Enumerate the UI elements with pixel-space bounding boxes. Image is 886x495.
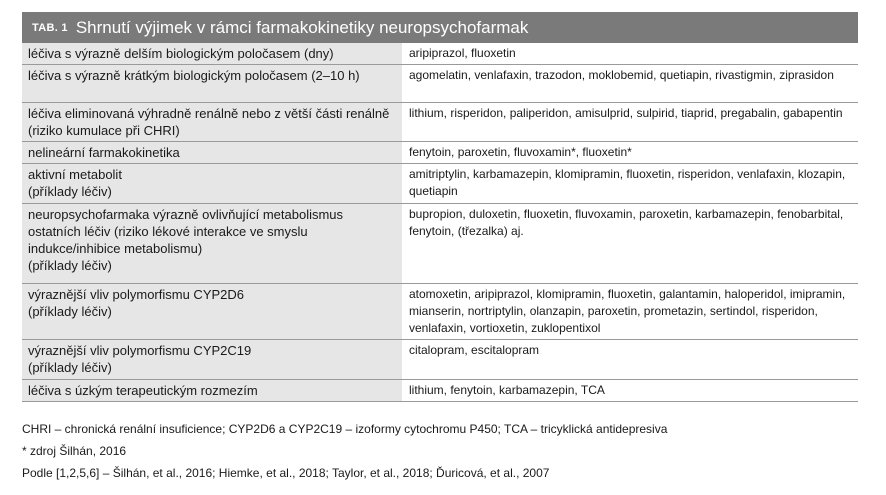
exceptions-table	[22, 43, 858, 402]
category-cell	[22, 103, 403, 142]
table-footnotes	[22, 418, 667, 484]
source-note: * zdroj Šilhán, 2016	[22, 444, 127, 458]
table-header	[22, 12, 858, 43]
table-row	[22, 103, 858, 142]
category-cell	[22, 380, 403, 402]
drugs-cell: aripiprazol, fluoxetin	[403, 43, 859, 65]
references-note: Podle [1,2,5,6] – Šilhán, et al., 2016; Hiemke, et al., 2018; Taylor, et al., 2018; Ďuricová, et al., 2007	[22, 466, 550, 480]
category-text: výraznější vliv polymorfismu CYP2D6	[28, 287, 245, 302]
abbreviations-note: CHRI – chronická renální insuficience; CYP2D6 a CYP2C19 – izoformy cytochromu P450; TCA – tricyklická antidepresiva	[22, 422, 668, 436]
category-text: neuropsychofarmaka výrazně ovlivňující metabolismus ostatních léčiv (riziko lékové interakce ve smyslu indukce/inhibice metabolismu)	[28, 207, 344, 256]
table-title: Shrnutí výjimek v rámci farmakokinetiky neuropsychofarmak	[75, 17, 529, 37]
drugs-cell: agomelatin, venlafaxin, trazodon, moklobemid, quetiapin, rivastigmin, ziprasidon	[403, 65, 859, 103]
table-row	[22, 65, 858, 103]
table-row	[22, 284, 858, 340]
table-row	[22, 380, 858, 402]
table-row	[22, 340, 858, 380]
table-row	[22, 164, 858, 204]
category-text: léčiva s výrazně krátkým biologickým poločasem (2–10 h)	[28, 68, 360, 83]
table-label: TAB. 1	[32, 21, 68, 34]
category-subtext: (příklady léčiv)	[28, 360, 112, 375]
category-cell	[22, 204, 403, 284]
category-cell	[22, 340, 403, 380]
category-cell	[22, 43, 403, 65]
drugs-cell: fenytoin, paroxetin, fluvoxamin*, fluoxetin*	[403, 142, 859, 164]
table-row	[22, 142, 858, 164]
drugs-cell: amitriptylin, karbamazepin, klomipramin, fluoxetin, risperidon, venlafaxin, klozapin, quetiapin	[403, 164, 859, 204]
category-subtext: (příklady léčiv)	[28, 304, 112, 319]
category-cell	[22, 284, 403, 340]
drugs-cell: lithium, risperidon, paliperidon, amisulprid, sulpirid, tiaprid, pregabalin, gabapentin	[403, 103, 859, 142]
drugs-cell: lithium, fenytoin, karbamazepin, TCA	[403, 380, 859, 402]
category-text: léčiva s výrazně delším biologickým poločasem (dny)	[28, 46, 334, 61]
drugs-cell: atomoxetin, aripiprazol, klomipramin, fluoxetin, galantamin, haloperidol, imipramin, mianserin, nortriptylin, olanzapin, paroxetin, prometazin, sertindol, risperidon, venlafaxin, vortioxetin, zuklopentixol	[403, 284, 859, 340]
table-container	[22, 12, 858, 402]
category-cell	[22, 65, 403, 103]
category-text: léčiva eliminovaná výhradně renálně nebo z větší části renálně (riziko kumulace při CHRI)	[28, 106, 390, 138]
category-text: léčiva s úzkým terapeutickým rozmezím	[28, 383, 258, 398]
drugs-cell: bupropion, duloxetin, fluoxetin, fluvoxamin, paroxetin, karbamazepin, fenobarbital, fenytoin, (třezalka) aj.	[403, 204, 859, 284]
category-subtext: (příklady léčiv)	[28, 258, 112, 273]
category-text: nelineární farmakokinetika	[28, 145, 180, 160]
category-text: aktivní metabolit	[28, 167, 122, 182]
table-row	[22, 43, 858, 65]
category-cell	[22, 142, 403, 164]
category-cell	[22, 164, 403, 204]
category-subtext: (příklady léčiv)	[28, 184, 112, 199]
drugs-cell: citalopram, escitalopram	[403, 340, 859, 380]
category-text: výraznější vliv polymorfismu CYP2C19	[28, 343, 252, 358]
table-row	[22, 204, 858, 284]
